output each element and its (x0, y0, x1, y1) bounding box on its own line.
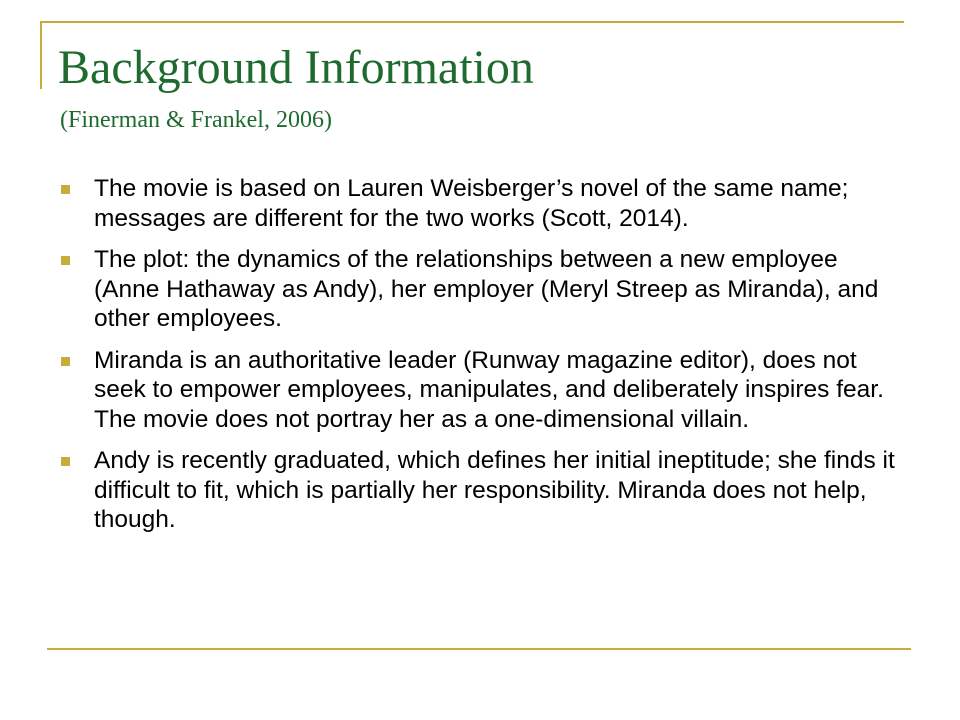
bullet-text: The movie is based on Lauren Weisberger’s novel of the same name; messages are different for the two works (Scott, 2014). (94, 175, 849, 232)
bullet-item (58, 174, 903, 233)
bullet-item (58, 446, 903, 535)
slide-subtitle: (Finerman & Frankel, 2006) (60, 107, 332, 133)
square-bullet-icon (61, 457, 70, 466)
bullet-text: The plot: the dynamics of the relationships between a new employee (Anne Hathaway as Andy), her employer (Meryl Streep as Miranda), and other employees. (94, 246, 879, 332)
bottom-rule (47, 648, 911, 650)
square-bullet-icon (61, 357, 70, 366)
slide-title: Background Information (58, 41, 534, 94)
square-bullet-icon (61, 256, 70, 265)
top-rule (40, 21, 904, 23)
bullet-item (58, 346, 903, 435)
square-bullet-icon (61, 185, 70, 194)
bullet-text: Andy is recently graduated, which defines her initial ineptitude; she finds it difficult to fit, which is partially her responsibility. Miranda does not help, though. (94, 447, 895, 533)
bullet-list (58, 174, 903, 547)
bullet-text: Miranda is an authoritative leader (Runway magazine editor), does not seek to empower employees, manipulates, and deliberately inspires fear. The movie does not portray her as a one-dimensional villain. (94, 346, 884, 433)
bullet-item (58, 245, 903, 334)
left-rule (40, 21, 42, 89)
